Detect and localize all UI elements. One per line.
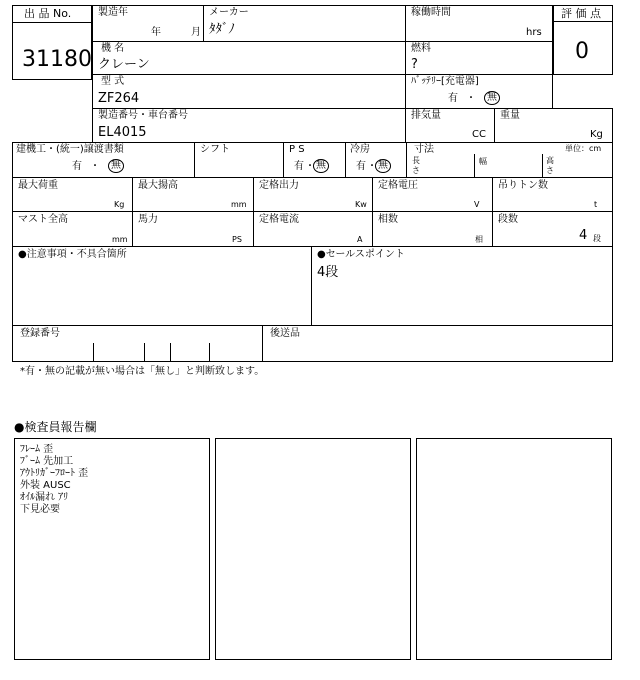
rated-current-label: 定格電流 xyxy=(259,214,299,225)
lot-label: 出 品 No. xyxy=(24,7,72,20)
sales-value: 4段 xyxy=(317,265,339,280)
battery-label: ﾊﾞｯﾃﾘｰ[充電器] xyxy=(411,76,479,87)
score-value: 0 xyxy=(575,39,589,64)
dimensions-unit: 単位：cm xyxy=(565,144,602,153)
lot-number: 31180 xyxy=(22,47,92,72)
displacement-unit: CC xyxy=(472,129,486,140)
registration-box-divider-3 xyxy=(170,343,171,362)
mast-height-unit: mm xyxy=(112,235,128,244)
shift-label: シフト xyxy=(200,144,230,155)
stages-value: 4 xyxy=(579,228,588,243)
rated-voltage-unit: V xyxy=(474,200,480,209)
month-unit: 月 xyxy=(191,27,201,38)
max-load-label: 最大荷重 xyxy=(18,180,58,191)
max-lift-label: 最大揚高 xyxy=(138,180,178,191)
maker-label: メーカー xyxy=(209,7,249,18)
mast-height-label: マスト全高 xyxy=(18,214,68,225)
ps-dot: ・ xyxy=(305,161,315,172)
shipping-cell xyxy=(262,325,613,362)
type-value: ZF264 xyxy=(98,91,140,106)
inspector-line: ｱｳﾄﾘｶﾞｰﾌﾛｰﾄ 歪 xyxy=(20,468,89,479)
height-label: 高 さ xyxy=(546,156,554,175)
fuel-value: ? xyxy=(411,57,418,72)
transfer-no: 無 xyxy=(108,159,124,173)
inspector-line: 外装 AUSC xyxy=(20,480,71,491)
phase-label: 相数 xyxy=(378,214,398,225)
type-label: 型 式 xyxy=(101,76,125,87)
rated-current-unit: A xyxy=(357,235,363,244)
inspector-line: ﾌﾚｰﾑ 歪 xyxy=(20,444,54,455)
ps-yes: 有 xyxy=(294,161,304,172)
hoist-ton-label: 吊りトン数 xyxy=(498,180,548,191)
max-lift-unit: mm xyxy=(231,200,247,209)
cooling-no: 無 xyxy=(375,159,391,173)
rated-output-unit: Kw xyxy=(355,200,367,209)
cooling-dot: ・ xyxy=(367,161,377,172)
transfer-yes: 有 xyxy=(72,161,82,172)
caution-label: ●注意事項・不具合箇所 xyxy=(18,249,127,260)
registration-box-divider-1 xyxy=(93,343,94,362)
stages-label: 段数 xyxy=(498,214,518,225)
hoist-ton-unit: t xyxy=(594,200,598,209)
horsepower-unit: PS xyxy=(232,235,242,244)
inspector-panel-2 xyxy=(215,438,411,660)
inspector-line: ﾌﾞｰﾑ 先加工 xyxy=(20,456,74,467)
cooling-yes: 有 xyxy=(356,161,366,172)
serial-label: 製造番号・車台番号 xyxy=(98,110,188,121)
stages-unit: 段 xyxy=(593,234,601,243)
inspector-line: ｵｲﾙ漏れ ｱﾘ xyxy=(20,492,69,503)
year-label: 製造年 xyxy=(98,7,128,18)
model-name-label: 機 名 xyxy=(101,43,125,54)
serial-value: EL4015 xyxy=(98,125,147,140)
year-unit: 年 xyxy=(151,27,161,38)
inspector-lines xyxy=(20,444,88,516)
registration-label: 登録番号 xyxy=(20,328,60,339)
transfer-docs-label: 建機工・(統一)譲渡書類 xyxy=(16,144,124,155)
model-name-value: クレーン xyxy=(98,57,150,72)
weight-label: 重量 xyxy=(500,110,520,121)
cooling-label: 冷房 xyxy=(350,144,370,155)
shipping-label: 後送品 xyxy=(270,328,300,339)
horsepower-label: 馬力 xyxy=(138,214,158,225)
rated-voltage-label: 定格電圧 xyxy=(378,180,418,191)
registration-box-divider-2 xyxy=(144,343,145,362)
registration-box-divider-4 xyxy=(209,343,210,362)
sales-label: ●セールスポイント xyxy=(317,249,405,260)
inspector-title: ●検査員報告欄 xyxy=(14,420,97,434)
score-label: 評 価 点 xyxy=(561,7,601,20)
inspector-panel-3 xyxy=(416,438,612,660)
battery-yes: 有 xyxy=(448,93,458,104)
weight-unit: Kg xyxy=(590,129,603,140)
phase-unit: 相 xyxy=(475,235,483,244)
ps-no: 無 xyxy=(313,159,329,173)
width-label: 幅 xyxy=(479,157,487,166)
dimensions-label: 寸法 xyxy=(414,144,434,155)
length-label: 長 さ xyxy=(412,156,420,175)
maker-value: ﾀﾀﾞﾉ xyxy=(209,22,235,37)
battery-dot: ・ xyxy=(466,93,476,104)
rated-output-label: 定格出力 xyxy=(259,180,299,191)
transfer-dot: ・ xyxy=(90,161,100,172)
hours-label: 稼働時間 xyxy=(411,7,451,18)
ps-label: P S xyxy=(289,144,305,155)
displacement-label: 排気量 xyxy=(411,110,441,121)
footnote: *有・無の記載が無い場合は「無し」と判断致します。 xyxy=(20,366,265,377)
max-load-unit: Kg xyxy=(114,200,125,209)
battery-no: 無 xyxy=(484,91,500,105)
hours-unit: hrs xyxy=(526,27,542,38)
inspector-line: 下見必要 xyxy=(20,504,60,515)
fuel-label: 燃料 xyxy=(411,43,431,54)
